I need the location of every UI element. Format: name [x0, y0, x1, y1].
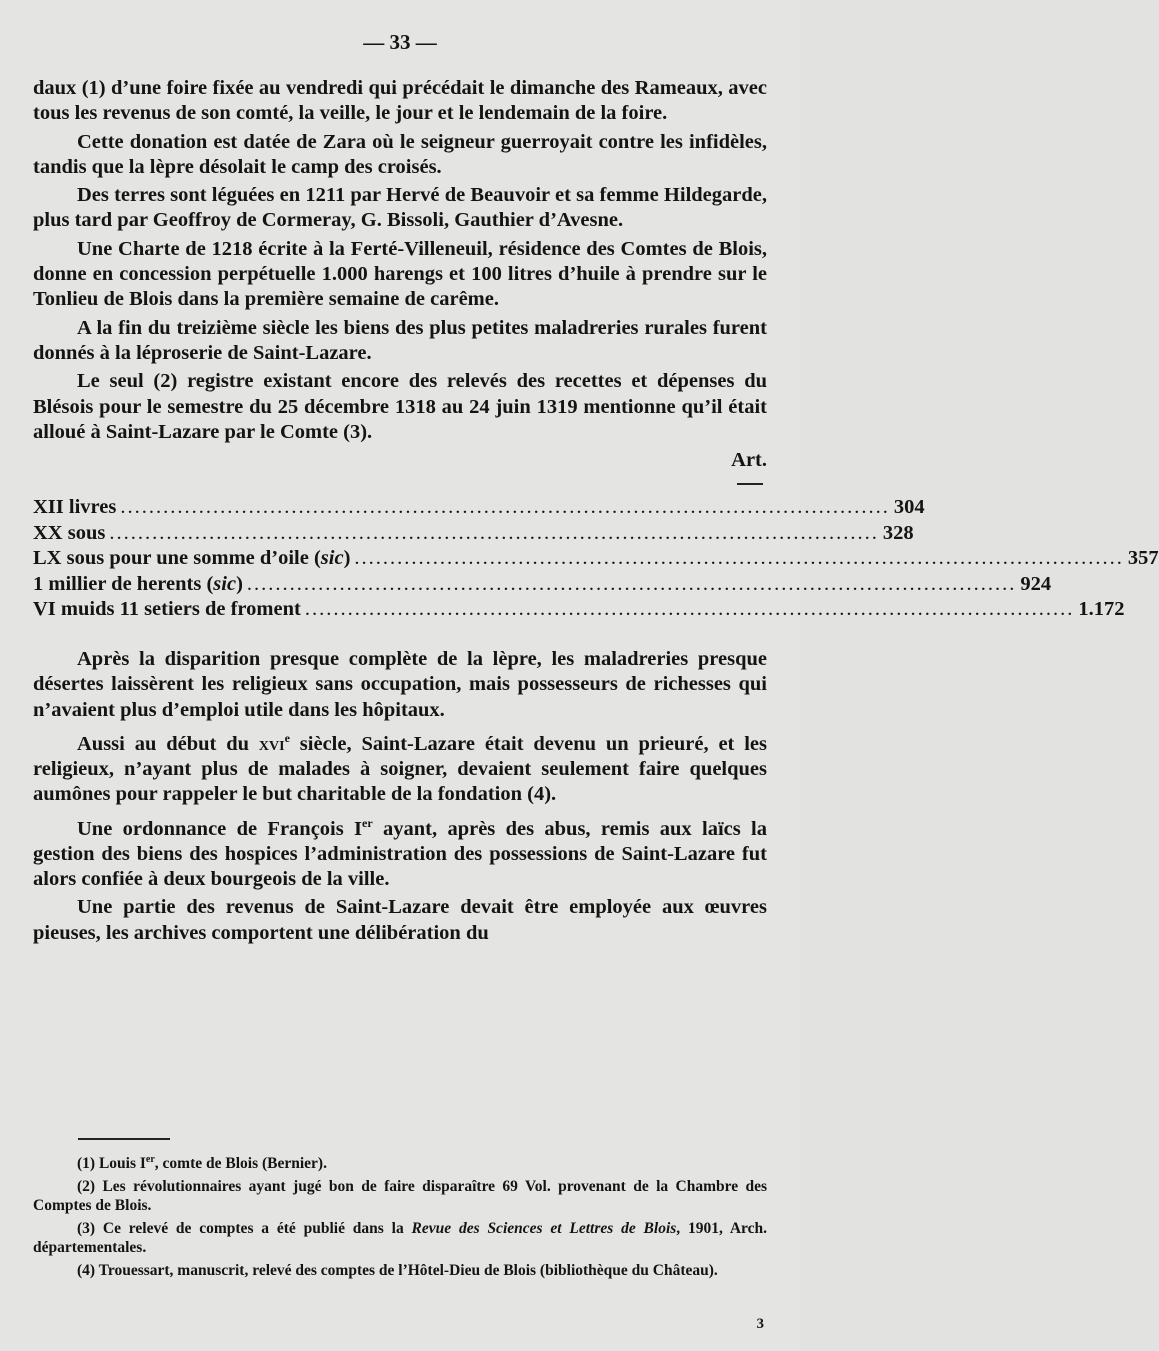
- paragraph-8: Aussi au début du xvi$^e$ siècle, Saint-Lazare était devenu un prieuré, et les religieux, n’ayant plus de malades à soigner, devaient seulement faire quelques aumônes pour rappeler le but charitable de la fondation (4).: [33, 730, 768, 806]
- table-row: [33, 546, 1159, 572]
- paragraph-5: A la fin du treizième siècle les biens des plus petites maladreries rurales furent donnés à la léproserie de Saint-Lazare.: [33, 316, 767, 364]
- row-article-number: 328: [882, 521, 914, 544]
- article-column-header: Art.: [731, 449, 767, 472]
- signature-mark: 3: [756, 1316, 764, 1332]
- paragraph-1: daux (1) d’une foire fixée au vendredi qui précédait le dimanche des Rameaux, avec tous les revenus de son comté, la veille, le jour et le lendemain de la foire.: [33, 77, 767, 125]
- row-label: XII livres: [33, 496, 117, 519]
- table-row: [33, 597, 1125, 623]
- paragraph-4: Une Charte de 1218 écrite à la Ferté-Villeneuil, résidence des Comtes de Blois, donne en concession perpétuelle 1.000 harengs et 100 litres d’huile à prendre sur le Tonlieu de Blois dans la première semaine de carême.: [33, 237, 767, 311]
- leader-dots: ............................................................................................................: [246, 572, 1017, 595]
- page-number: — 33 —: [363, 30, 437, 54]
- row-label: 1 millier de herents (sic): [33, 572, 243, 595]
- footnote-4: (4) Trouessart, manuscrit, relevé des comptes de l’Hôtel-Dieu de Blois (bibliothèque du Château).: [77, 1262, 718, 1280]
- row-article-number: 304: [893, 496, 925, 519]
- paragraph-9: Une ordonnance de François Ier ayant, après des abus, remis aux laïcs la gestion des biens des hospices l’administration des possessions de Saint-Lazare fut alors confiée à deux bourgeois de la ville.: [33, 815, 767, 890]
- row-label: VI muids 11 setiers de froment: [33, 598, 301, 621]
- article-header-rule: [737, 483, 763, 485]
- main-text: [33, 76, 1159, 949]
- paragraph-6: Le seul (2) registre existant encore des relevés des recettes et dépenses du Blésois pour le semestre du 25 décembre 1318 au 24 juin 1319 mentionne qu’il était alloué à Saint-Lazare par le Comte (3).: [33, 370, 767, 443]
- leader-dots: ............................................................................................................: [109, 521, 879, 544]
- accounts-table: [33, 495, 1159, 623]
- table-row: [33, 572, 1052, 598]
- footnote-2: (2) Les révolutionnaires ayant jugé bon de faire disparaître 69 Vol. provenant de la Chambre des Comptes de Blois.: [33, 1178, 767, 1215]
- row-article-number: 924: [1020, 572, 1052, 595]
- paragraph-10: Une partie des revenus de Saint-Lazare devait être employée aux œuvres pieuses, les archives comportent une délibération du: [33, 896, 767, 944]
- table-row: [33, 495, 925, 521]
- footnote-3: (3) Ce relevé de comptes a été publié dans la Revue des Sciences et Lettres de Blois, 1901, Arch. départementales.: [33, 1220, 768, 1257]
- footnote-separator: [78, 1138, 170, 1140]
- table-row: [33, 521, 914, 547]
- paragraph-7: Après la disparition presque complète de la lèpre, les maladreries presque désertes laissèrent les religieux sans occupation, mais possesseurs de richesses qui n’avaient plus d’emploi utile dans les hôpitaux.: [33, 647, 767, 721]
- row-article-number: 1.172: [1078, 598, 1125, 621]
- footnotes: [33, 1150, 767, 1284]
- footnote-1: (1) Louis Ier, comte de Blois (Bernier).: [77, 1154, 327, 1173]
- row-label: XX sous: [33, 521, 106, 544]
- row-article-number: 357: [1127, 547, 1159, 570]
- leader-dots: ............................................................................................................: [120, 496, 890, 519]
- leader-dots: ............................................................................................................: [354, 547, 1124, 570]
- paragraph-2: Cette donation est datée de Zara où le seigneur guerroyait contre les infidèles, tandis que la lèpre désolait le camp des croisés.: [33, 130, 767, 178]
- leader-dots: ............................................................................................................: [304, 598, 1075, 621]
- paragraph-3: Des terres sont léguées en 1211 par Hervé de Beauvoir et sa femme Hildegarde, plus tard par Geoffroy de Cormeray, G. Bissoli, Gauthier d’Avesne.: [33, 184, 767, 232]
- row-label: LX sous pour une somme d’oile (sic): [33, 547, 351, 570]
